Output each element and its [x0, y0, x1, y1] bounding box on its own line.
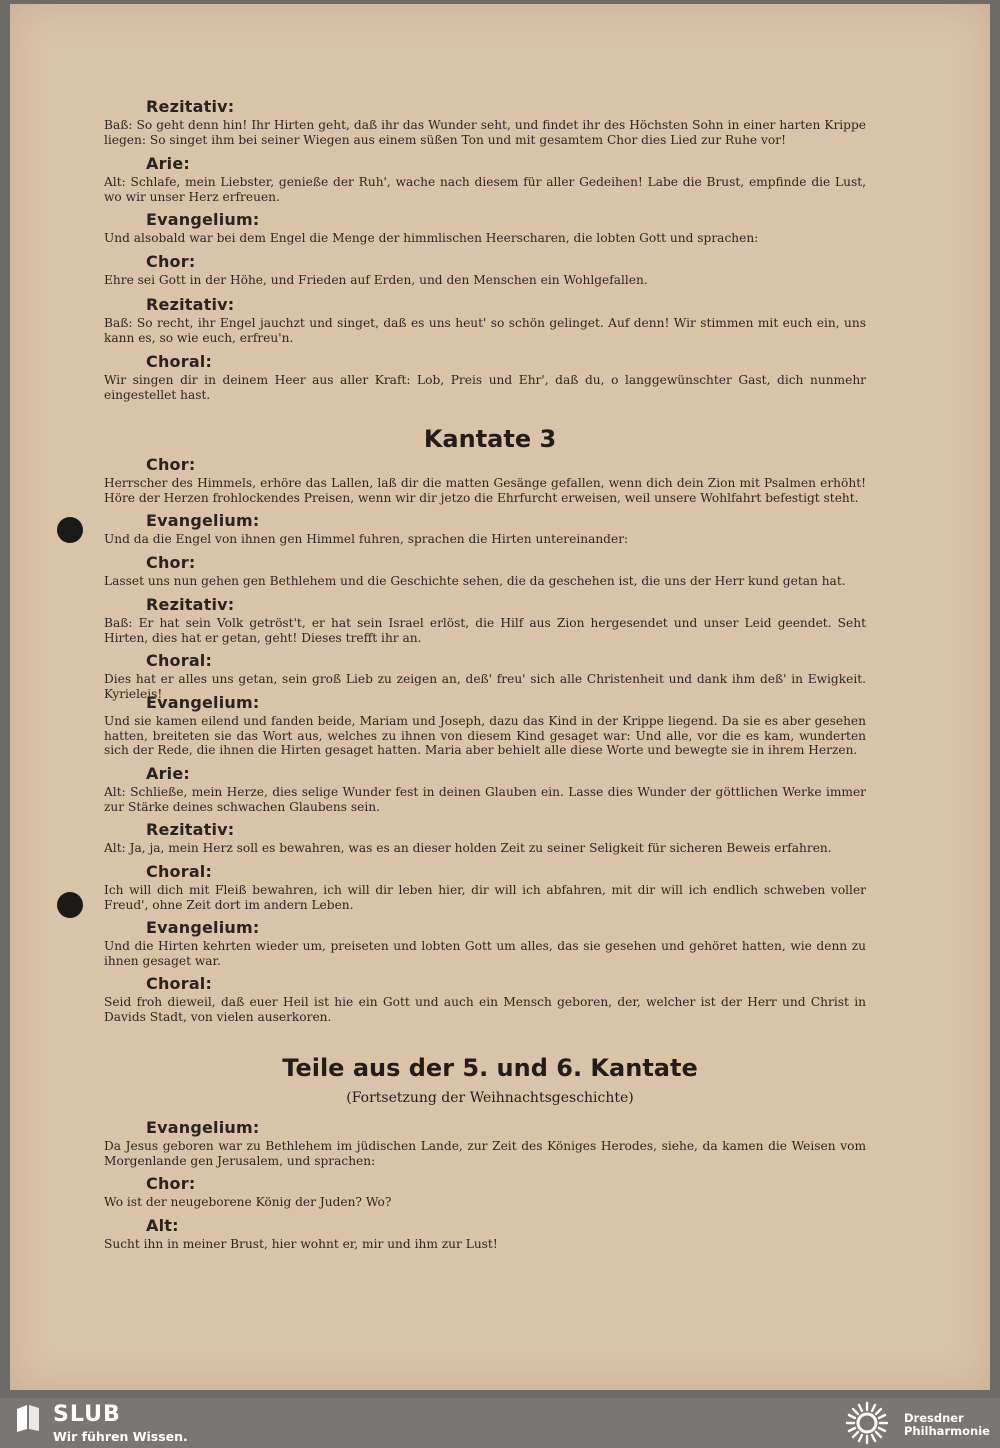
- footer-bar: [0, 1398, 1000, 1448]
- section-choral: [104, 352, 866, 402]
- section-heading: Choral:: [146, 352, 213, 371]
- section-rezitativ: [104, 595, 866, 645]
- section-heading: Evangelium:: [146, 210, 260, 229]
- section-text: Alt: Schlafe, mein Liebster, genieße der Ruh', wache nach diesem für aller Gedeihen! Labe die Brust, empfinde die Lust, wo wir unser Herz erfreuen.: [104, 175, 866, 204]
- section-evangelium: [104, 511, 866, 547]
- section-heading: Evangelium:: [146, 918, 260, 937]
- section-arie: [104, 764, 866, 814]
- section-text: Baß: So geht denn hin! Ihr Hirten geht, daß ihr das Wunder seht, und findet ihr des Höchsten Sohn in einer harten Krippe liegen: So singet ihm bei seiner Wiegen aus einem süßen Ton und mit gesamtem Chor dies Lied zur Ruhe vor!: [104, 118, 866, 147]
- section-text: Ich will dich mit Fleiß bewahren, ich will dir leben hier, dir will ich abfahren, mit dir will ich endlich schweben voller Freud', ohne Zeit dort im andern Leben.: [104, 883, 866, 912]
- section-text: Alt: Schließe, mein Herze, dies selige Wunder fest in deinen Glauben ein. Lasse dies Wunder der göttlichen Werke immer zur Stärke deines schwachen Glaubens sein.: [104, 785, 866, 814]
- section-text: Baß: So recht, ihr Engel jauchzt und singet, daß es uns heut' so schön gelinget. Auf denn! Wir stimmen mit euch ein, uns kann es, so wie euch, erfreu'n.: [104, 316, 866, 345]
- section-alt: [104, 1216, 866, 1252]
- section-heading: Evangelium:: [146, 693, 260, 712]
- section-heading: Rezitativ:: [146, 595, 235, 614]
- section-text: Ehre sei Gott in der Höhe, und Frieden auf Erden, und den Menschen ein Wohlgefallen.: [104, 273, 648, 287]
- section-heading: Choral:: [146, 651, 213, 670]
- section-text: Da Jesus geboren war zu Bethlehem im jüdischen Lande, zur Zeit des Königes Herodes, siehe, da kamen die Weisen vom Morgenlande gen Jerusalem, und sprachen:: [104, 1139, 866, 1168]
- section-heading: Choral:: [146, 974, 213, 993]
- section-text: Lasset uns nun gehen gen Bethlehem und die Geschichte sehen, die da geschehen ist, die uns der Herr kund getan hat.: [104, 574, 846, 588]
- section-evangelium: [104, 918, 866, 968]
- section-arie: [104, 154, 866, 204]
- punch-hole: [57, 892, 83, 918]
- section-text: Alt: Ja, ja, mein Herz soll es bewahren, was es an dieser holden Zeit zu seiner Seligkeit für sicheren Beweis erfahren.: [104, 841, 832, 855]
- dresdner-philharmonie-name: [904, 1412, 990, 1438]
- section-text: Und die Hirten kehrten wieder um, preiseten und lobten Gott um alles, das sie gesehen und gehöret hatten, wie denn zu ihnen gesaget war.: [104, 939, 866, 968]
- teile-subtitle: (Fortsetzung der Weihnachtsgeschichte): [346, 1090, 634, 1106]
- section-text: Und sie kamen eilend und fanden beide, Mariam und Joseph, dazu das Kind in der Krippe liegend. Da sie es aber gesehen hatten, breiteten sie das Wort aus, welches zu ihnen von diesem Kind gesaget war: Und alle, vor die es kam, wunderten sich der Rede, die ihnen die Hirten gesaget hatten. Maria aber behielt alle diese Worte und bewegte sie in ihrem Herzen.: [104, 714, 866, 757]
- section-text: Wo ist der neugeborene König der Juden? Wo?: [104, 1195, 392, 1209]
- section-text: Herrscher des Himmels, erhöre das Lallen, laß dir die matten Gesänge gefallen, wenn dich dein Zion mit Psalmen erhöht! Höre der Herzen frohlockendes Preisen, wenn wir dir jetzo die Ehrfurcht erweisen, weil unsere Wohlfahrt befestigt steht.: [104, 476, 866, 505]
- dresdner-philharmonie-logo-icon[interactable]: [842, 1400, 892, 1446]
- dp-name-line1: Dresdner: [904, 1411, 964, 1425]
- section-heading: Choral:: [146, 862, 213, 881]
- section-text: Sucht ihn in meiner Brust, hier wohnt er, mir und ihm zur Lust!: [104, 1237, 498, 1251]
- section-evangelium: [104, 693, 866, 758]
- section-heading: Rezitativ:: [146, 295, 235, 314]
- section-text: Und da die Engel von ihnen gen Himmel fuhren, sprachen die Hirten untereinander:: [104, 532, 629, 546]
- section-choral: [104, 974, 866, 1024]
- punch-hole: [57, 517, 83, 543]
- slub-tagline: Wir führen Wissen.: [53, 1429, 188, 1444]
- section-heading: Chor:: [146, 252, 196, 271]
- section-text: Und alsobald war bei dem Engel die Menge der himmlischen Heerscharen, die lobten Gott und sprachen:: [104, 231, 759, 245]
- section-heading: Arie:: [146, 764, 191, 783]
- section-heading: Evangelium:: [146, 1118, 260, 1137]
- kantate-3-title: Kantate 3: [423, 425, 557, 453]
- section-heading: Chor:: [146, 1174, 196, 1193]
- section-text: Baß: Er hat sein Volk getröst't, er hat sein Israel erlöst, die Hilf aus Zion hergesendet und unser Leid geendet. Seht Hirten, dies hat er getan, geht! Dieses trefft ihr an.: [104, 616, 866, 645]
- section-rezitativ: [104, 295, 866, 345]
- slub-logo-icon[interactable]: [13, 1403, 41, 1433]
- slub-name[interactable]: SLUB: [53, 1402, 121, 1427]
- section-heading: Chor:: [146, 455, 196, 474]
- section-chor: [104, 252, 866, 288]
- dp-name-line2: Philharmonie: [904, 1424, 990, 1438]
- section-heading: Alt:: [146, 1216, 179, 1235]
- section-choral: [104, 862, 866, 912]
- section-text: Wir singen dir in deinem Heer aus aller Kraft: Lob, Preis und Ehr', daß du, o langgewünschter Gast, dich nunmehr eingestellet hast.: [104, 373, 866, 402]
- section-chor: [104, 553, 866, 589]
- section-heading: Evangelium:: [146, 511, 260, 530]
- section-heading: Chor:: [146, 553, 196, 572]
- section-rezitativ: [104, 97, 866, 147]
- section-text: Dies hat er alles uns getan, sein groß Lieb zu zeigen an, deß' freu' sich alle Christenheit und dank ihm deß' in Ewigkeit. Kyrieleis!: [104, 672, 866, 701]
- section-evangelium: [104, 210, 866, 246]
- section-rezitativ: [104, 820, 866, 856]
- section-heading: Rezitativ:: [146, 97, 235, 116]
- section-evangelium: [104, 1118, 866, 1168]
- section-chor: [104, 455, 866, 505]
- section-heading: Arie:: [146, 154, 191, 173]
- section-text: Seid froh dieweil, daß euer Heil ist hie ein Gott und auch ein Mensch geboren, der, welcher ist der Herr und Christ in Davids Stadt, von vielen auserkoren.: [104, 995, 866, 1024]
- section-heading: Rezitativ:: [146, 820, 235, 839]
- section-chor: [104, 1174, 866, 1210]
- teile-title: Teile aus der 5. und 6. Kantate: [282, 1054, 698, 1082]
